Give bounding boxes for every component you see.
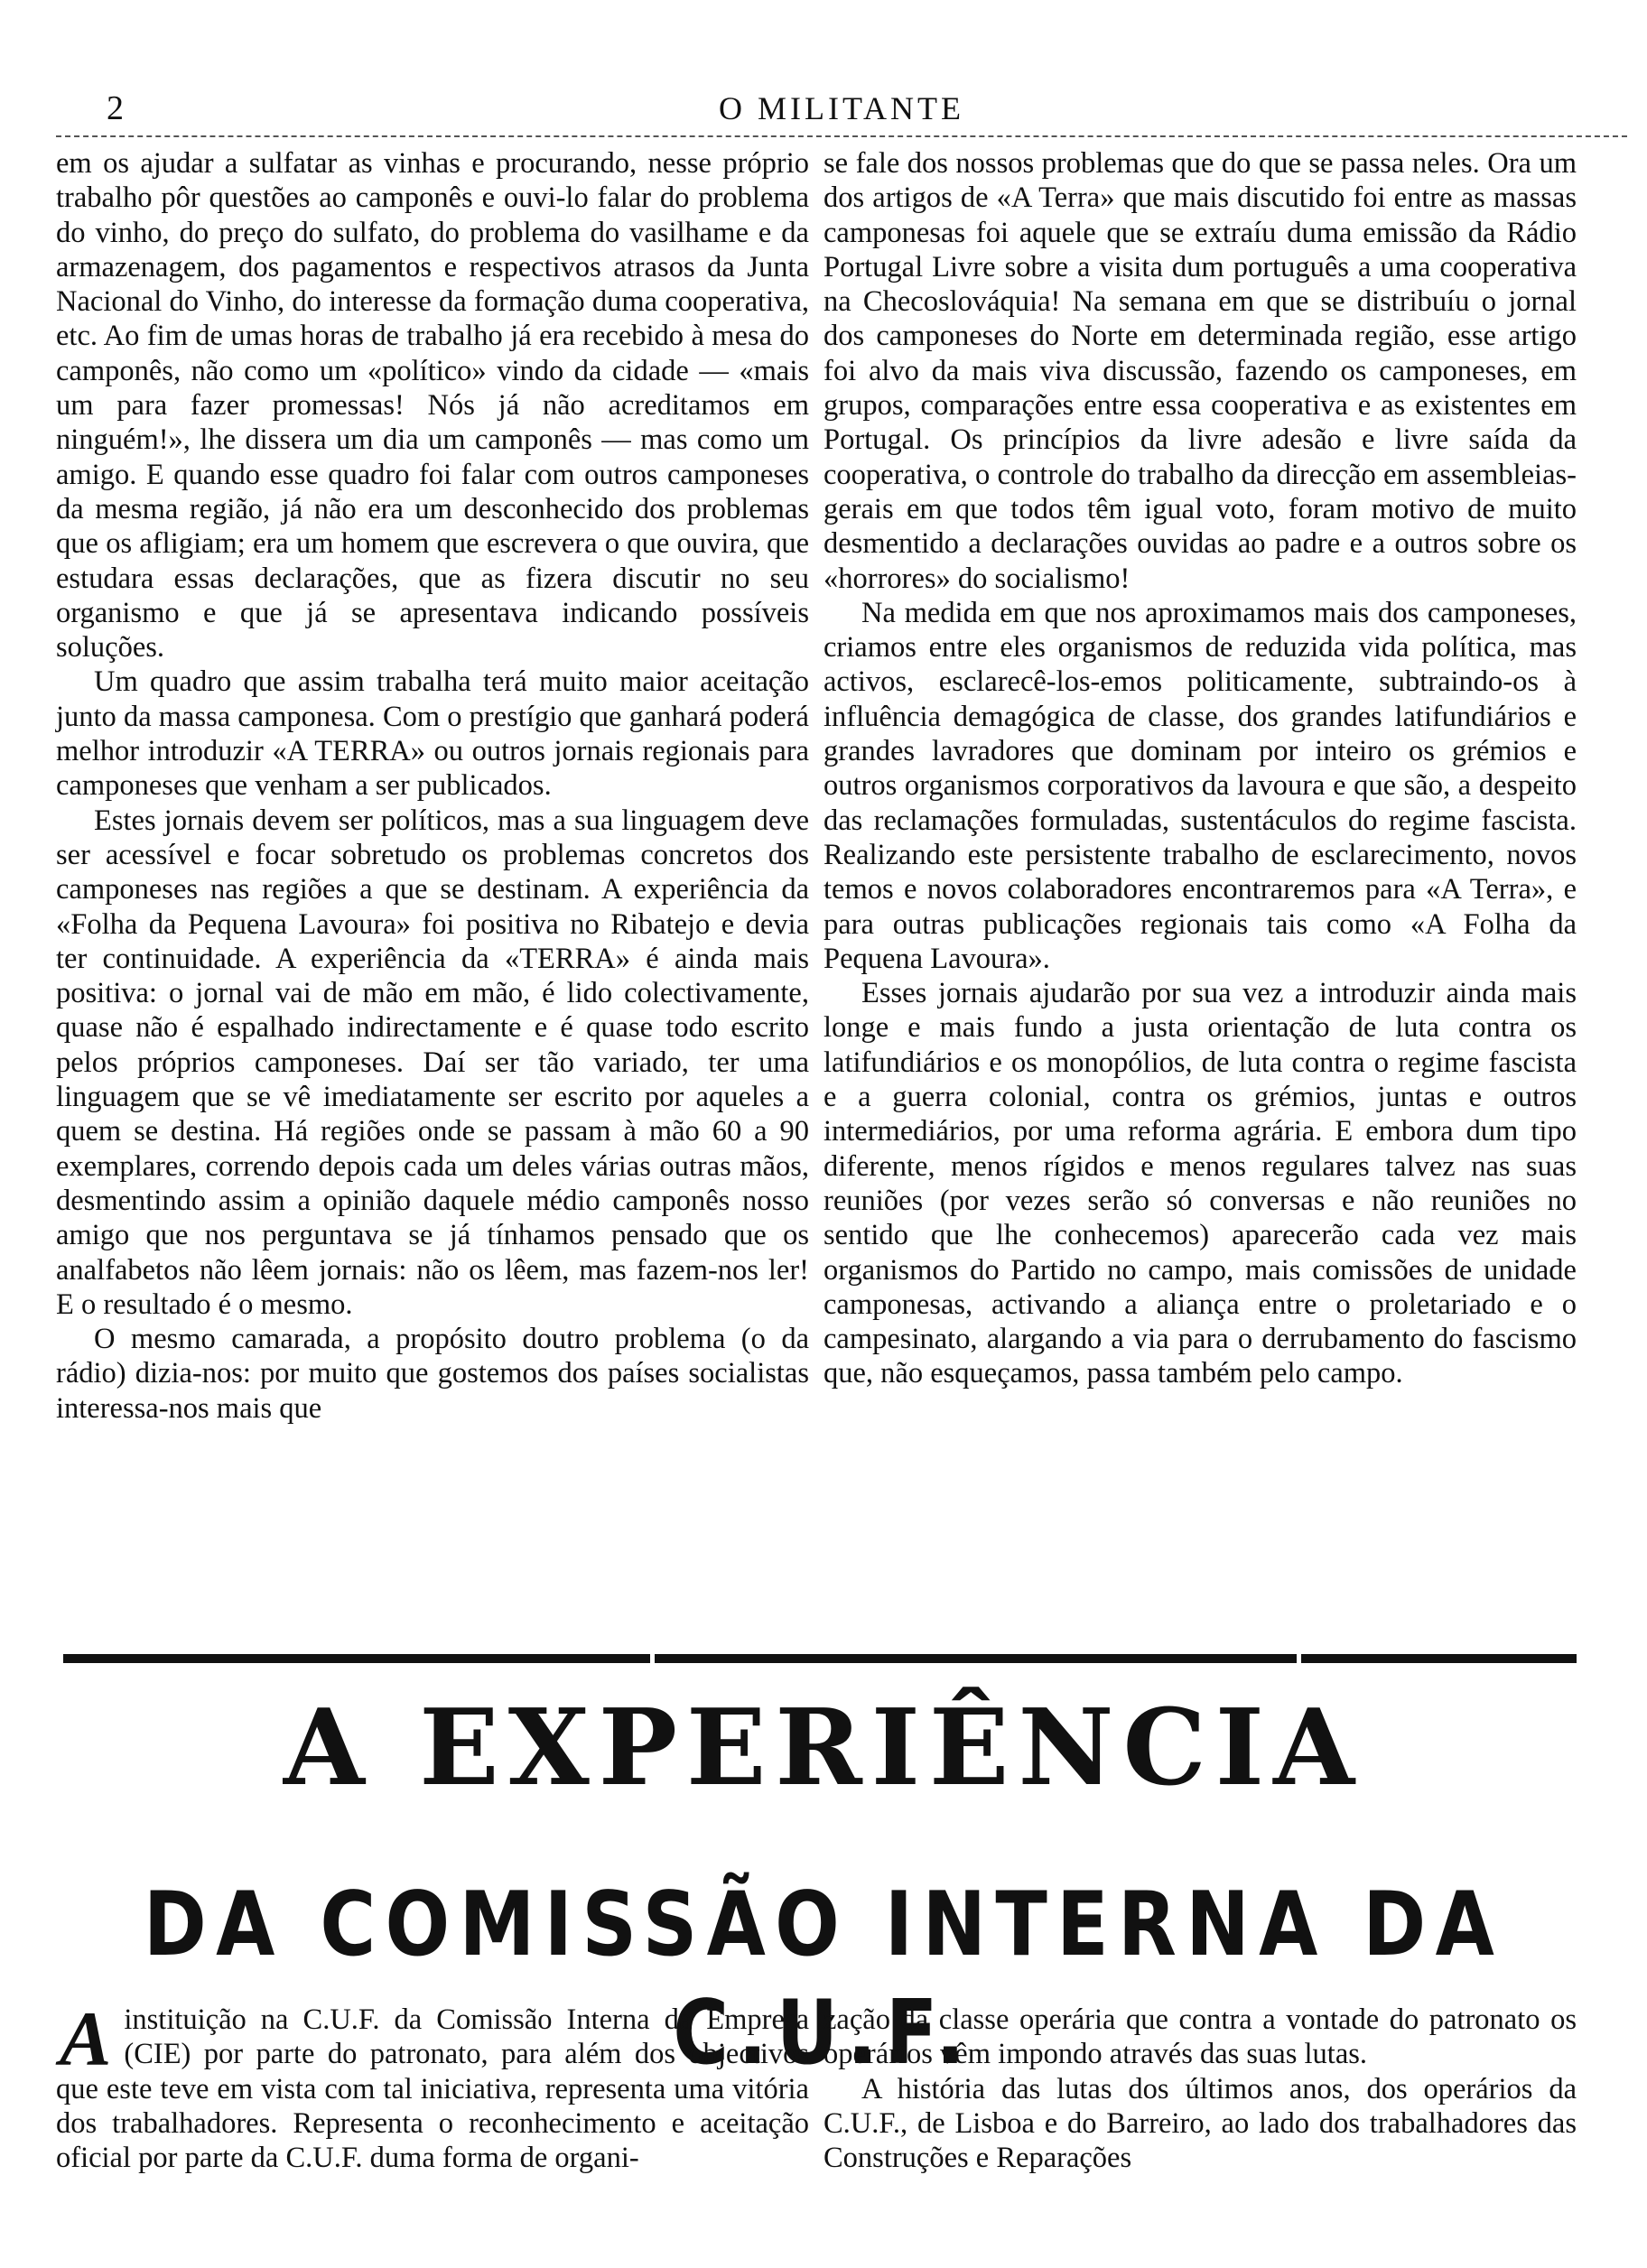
- article-left-column: [56, 1995, 809, 2175]
- paragraph: em os ajudar a sulfatar as vinhas e procurando, nesse próprio trabalho pôr questões ao camponês e ouvi-lo falar do problema do vinho, do preço do sulfato, do problema do vasilhame e da armazenagem, dos pagamentos e respectivos atrasos da Junta Nacional do Vinho, do interesse da formação duma cooperativa, etc. Ao fim de umas horas de trabalho já era recebido à mesa do camponês, não como um «político» vindo da cidade — «mais um para fazer promessas! Nós já não acreditamos em ninguém!», lhe dissera um dia um camponês — mas como um amigo. E quando esse quadro foi falar com outros camponeses da mesma região, já não era um desconhecido dos problemas que os afligiam; era um homem que escrevera o que ouvira, que estudara essas declarações, que as fizera discutir no seu organismo e que já se apresentava indicando possíveis soluções.: [56, 147, 809, 665]
- headline-sub: DA COMISSÃO INTERNA DA C.U.F.: [143, 1873, 1504, 2085]
- paragraph: se fale dos nossos problemas que do que se passa neles. Ora um dos artigos de «A Terra» que mais discutido foi entre as massas camponesas foi aquele que se extraíu duma emissão da Rádio Portugal Livre sobre a visita dum português a uma cooperativa na Checoslováquia! Na semana em que se distribuíu o jornal dos camponeses do Norte em determinada região, esse artigo foi alvo da mais viva discussão, fazendo os camponeses, em grupos, comparações entre essa cooperativa e as existentes em Portugal. Os princípios da livre adesão e livre saída da cooperativa, o controle do trabalho da direcção em assembleias-gerais em que todos têm igual voto, foram motivo de muito desmentido a declarações ouvidas ao padre e a outros sobre os «horrores» do socialismo!: [824, 147, 1577, 595]
- paragraph: Estes jornais devem ser políticos, mas a sua linguagem deve ser acessível e focar sobretudo os problemas concretos dos camponeses nas regiões a que se destinam. A experiência da «Folha da Pequena Lavoura» foi positiva no Ribatejo e devia ter continuidade. A experiência da «TERRA» é ainda mais positiva: o jornal vai de mão em mão, é lido colectivamente, quase não é espalhado indirectamente e é quase todo escrito pelos próprios camponeses. Daí ser tão variado, ter uma linguagem que se vê imediatamente ser escrito por aqueles a quem se destina. Há regiões onde se passam à mão 60 a 90 exemplares, correndo depois cada um deles várias outras mãos, desmentindo assim a opinião daquele médio camponês nosso amigo que nos perguntava se já tínhamos pensado que os analfabetos não lêem jornais: não os lêem, mas fazem-nos ler! E o resultado é o mesmo.: [56, 804, 809, 1321]
- divider-gap: [650, 1654, 655, 1663]
- right-column: [824, 146, 1577, 1391]
- article-paragraph: [56, 1995, 809, 2175]
- paragraph: Um quadro que assim trabalha terá muito maior aceitação junto da massa camponesa. Com o prestígio que ganhará poderá melhor introduzir «A TERRA» ou outros jornais regionais para camponeses que venham a ser publicados.: [56, 665, 809, 803]
- header-rule: [56, 135, 1627, 137]
- page-header: [56, 88, 1627, 128]
- section-divider: [63, 1654, 1577, 1663]
- left-column: [56, 146, 809, 1426]
- paragraph: O mesmo camarada, a propósito doutro problema (o da rádio) dizia-nos: por muito que gostemos dos países socialistas interessa-nos mais que: [56, 1323, 809, 1425]
- article-right-column: [824, 2003, 1577, 2175]
- publication-title: O MILITANTE: [718, 90, 965, 126]
- page-number: 2: [107, 89, 124, 127]
- divider-gap: [1297, 1654, 1301, 1663]
- article-paragraph: zação da classe operária que contra a vontade do patronato os operários vêm impondo através das suas lutas.: [824, 2003, 1577, 2071]
- paragraph: Esses jornais ajudarão por sua vez a introduzir ainda mais longe e mais fundo a justa orientação de luta contra os latifundiários e os monopólios, de luta contra o regime fascista e a guerra colonial, contra os grémios, juntas e outros intermediários, por uma reforma agrária. E embora dum tipo diferente, menos rígidos e menos regulares talvez nas suas reuniões (por vezes serão só conversas e não reuniões no sentido que lhe conhecemos) aparecerão cada vez mais organismos do Partido no campo, mais comissões de unidade camponesas, activando a aliança entre o proletariado e o campesinato, alargando a via para o derrubamento do fascismo que, não esqueçamos, passa também pelo campo.: [824, 977, 1577, 1390]
- drop-cap: A: [60, 1995, 112, 2082]
- article-text: instituição na C.U.F. da Comissão Interna da Empresa (CIE) por parte do patronato, para além dos objectivos que este teve em vista com tal iniciativa, representa uma vitória dos trabalhadores. Representa o reconhecimento e aceitação oficial por parte da C.U.F. duma forma de organi-: [56, 2003, 809, 2175]
- paragraph: Na medida em que nos aproximamos mais dos camponeses, criamos entre eles organismos de reduzida vida política, mas activos, esclarecê-los-emos politicamente, subtraindo-os à influência demagógica de classe, dos grandes latifundiários e grandes lavradores que dominam por inteiro os grémios e outros organismos corporativos da lavoura e que são, a despeito das reclamações formuladas, sustentáculos do regime fascista. Realizando este persistente trabalho de esclarecimento, novos temos e novos colaboradores encontraremos para «A Terra», e para outras publicações regionais tais como «A Folha da Pequena Lavoura».: [824, 596, 1577, 975]
- article-paragraph: A história das lutas dos últimos anos, dos operários da C.U.F., de Lisboa e do Barreiro, ao lado dos trabalhadores das Construções e Reparações: [824, 2072, 1577, 2175]
- headline-main: A EXPERIÊNCIA: [283, 1687, 1364, 1809]
